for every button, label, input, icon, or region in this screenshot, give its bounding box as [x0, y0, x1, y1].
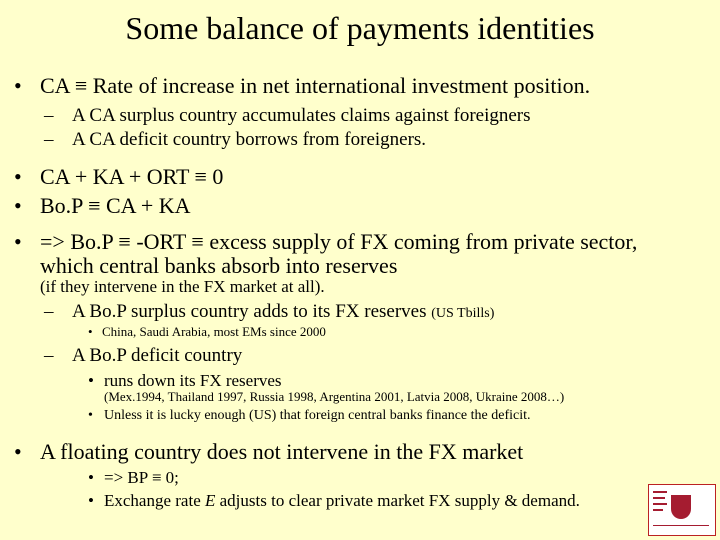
bullet-icon: •: [88, 491, 94, 510]
bop-surplus-point: [72, 300, 494, 323]
bullet-icon: •: [14, 193, 22, 218]
bop-ort-line1: => Bo.P ≡ -ORT ≡ excess supply of FX coming from private sector,: [40, 229, 638, 254]
bop-ort-line2: which central banks absorb into reserves: [40, 253, 398, 278]
dash-icon: –: [44, 301, 54, 322]
logo-bar: [653, 491, 667, 493]
logo-bar: [653, 503, 667, 505]
dash-icon: –: [44, 129, 54, 150]
deficit-unless-lucky: Unless it is lucky enough (US) that foreign central banks finance the deficit.: [104, 408, 531, 423]
bullet-icon: •: [14, 229, 22, 254]
bop-ort-line3: (if they intervene in the FX market at all).: [40, 277, 325, 296]
slide-title: Some balance of payments identities: [125, 10, 595, 46]
bullet-icon: •: [88, 408, 93, 423]
bullet-icon: •: [14, 73, 22, 98]
deficit-examples: (Mex.1994, Thailand 1997, Russia 1998, Argentina 2001, Latvia 2008, Ukraine 2008…): [104, 389, 565, 404]
logo-bar: [653, 509, 663, 511]
bop-surplus-main: A Bo.P surplus country adds to its FX reserves: [72, 301, 427, 322]
dash-icon: –: [44, 345, 54, 366]
ca-definition: CA ≡ Rate of increase in net international investment position.: [40, 73, 591, 98]
exchange-rate-pre: Exchange rate: [104, 491, 205, 510]
logo-bar: [653, 497, 665, 499]
exchange-rate-post: adjusts to clear private market FX supply & demand.: [215, 491, 580, 510]
bullet-icon: •: [88, 371, 94, 390]
identity-ca-ka-ort: CA + KA + ORT ≡ 0: [40, 164, 224, 189]
identity-bop: Bo.P ≡ CA + KA: [40, 193, 191, 218]
bullet-icon: •: [14, 439, 22, 464]
bullet-icon: •: [88, 468, 94, 487]
shield-icon: [671, 495, 691, 519]
bullet-icon: •: [88, 324, 93, 339]
surplus-examples: China, Saudi Arabia, most EMs since 2000: [102, 324, 326, 339]
ca-surplus-point: A CA surplus country accumulates claims against foreigners: [72, 105, 531, 126]
bop-deficit-point: A Bo.P deficit country: [72, 345, 243, 366]
bullet-icon: •: [14, 164, 22, 189]
deficit-runs-down: runs down its FX reserves: [104, 371, 282, 390]
university-logo: [648, 484, 716, 536]
floating-exchange-rate: [104, 490, 580, 511]
exchange-rate-var: E: [205, 491, 216, 510]
logo-bar: [653, 525, 709, 526]
dash-icon: –: [44, 105, 54, 126]
floating-country: A floating country does not intervene in the FX market: [40, 439, 524, 464]
floating-bp-zero: => BP ≡ 0;: [104, 468, 179, 487]
bop-surplus-note: (US Tbills): [431, 306, 495, 321]
ca-deficit-point: A CA deficit country borrows from foreigners.: [72, 129, 427, 150]
